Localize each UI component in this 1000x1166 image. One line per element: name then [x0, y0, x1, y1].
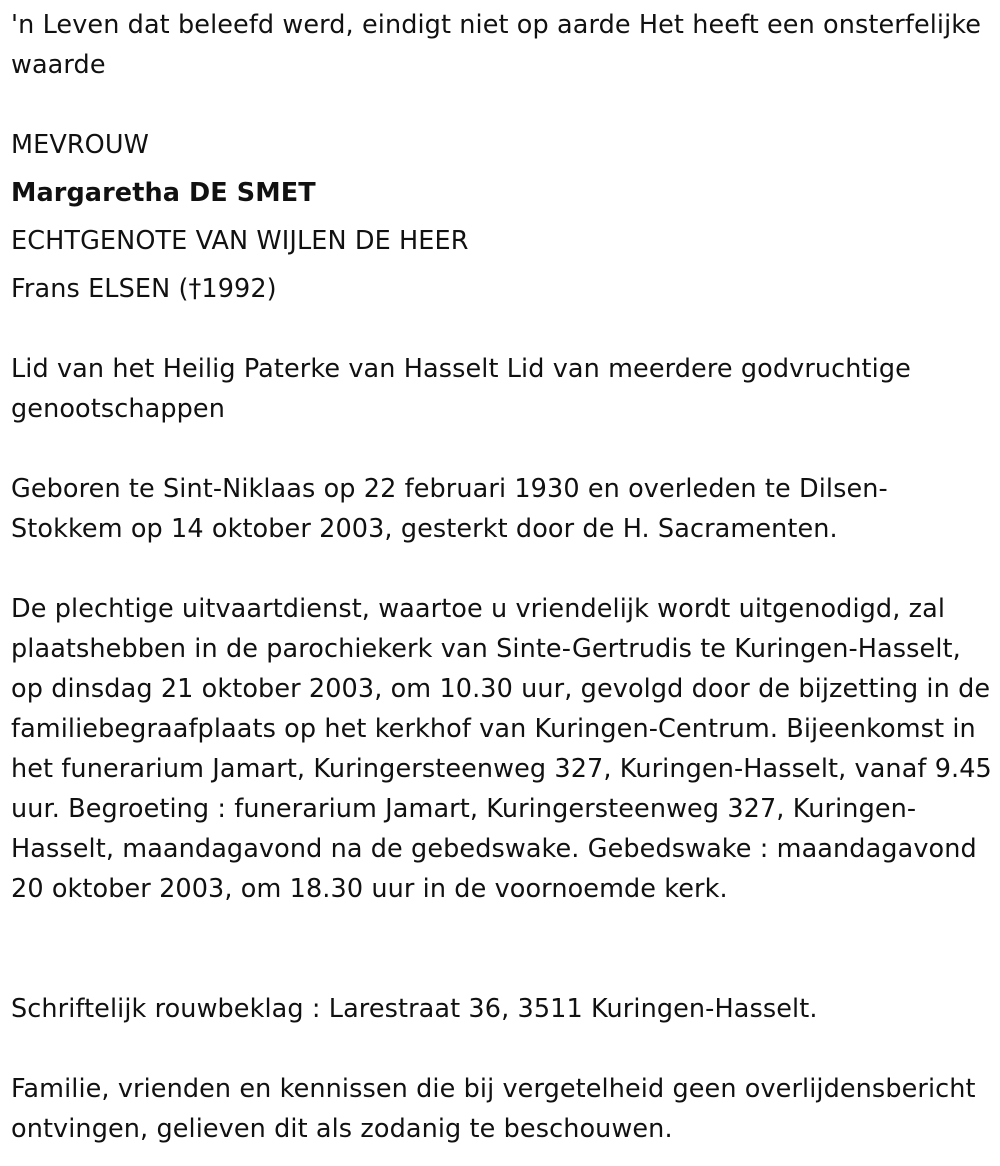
spouse-line: ECHTGENOTE VAN WIJLEN DE HEER: [11, 226, 469, 256]
title-mevrouw: MEVROUW: [11, 130, 149, 160]
memberships: Lid van het Heilig Paterke van Hasselt Lid van meerdere godvruchtige genootschappen: [11, 354, 911, 424]
deceased-name: Margaretha DE SMET: [11, 178, 316, 208]
birth-death-info: Geboren te Sint-Niklaas op 22 februari 1930 en overleden te Dilsen-Stokkem op 14 oktober 2003, gesterkt door de H. Sacramenten.: [11, 474, 888, 544]
intro-verse: 'n Leven dat beleefd werd, eindigt niet op aarde Het heeft een onsterfelijke waarde: [11, 10, 982, 80]
condolences-address: Schriftelijk rouwbeklag : Larestraat 36, 3511 Kuringen-Hasselt.: [11, 994, 818, 1024]
funeral-details: De plechtige uitvaartdienst, waartoe u vriendelijk wordt uitgenodigd, zal plaatshebben in de parochiekerk van Sinte-Gertrudis te Kuringen-Hasselt, op dinsdag 21 oktober 2003, om 10.30 uur, gevolgd door de bijzetting in de familiebegraafplaats op het kerkhof van Kuringen-Centrum. Bijeenkomst in het funerarium Jamart, Kuringersteenweg 327, Kuringen-Hasselt, vanaf 9.45 uur. Begroeting : funerarium Jamart, Kuringersteenweg 327, Kuringen-Hasselt, maandagavond na de gebedswake. Gebedswake : maandagavond 20 oktober 2003, om 18.30 uur in de voornoemde kerk.: [11, 594, 992, 904]
spouse-name: Frans ELSEN (†1992): [11, 274, 277, 304]
closing-note: Familie, vrienden en kennissen die bij vergetelheid geen overlijdensbericht ontvingen, gelieven dit als zodanig te beschouwen.: [11, 1074, 976, 1144]
